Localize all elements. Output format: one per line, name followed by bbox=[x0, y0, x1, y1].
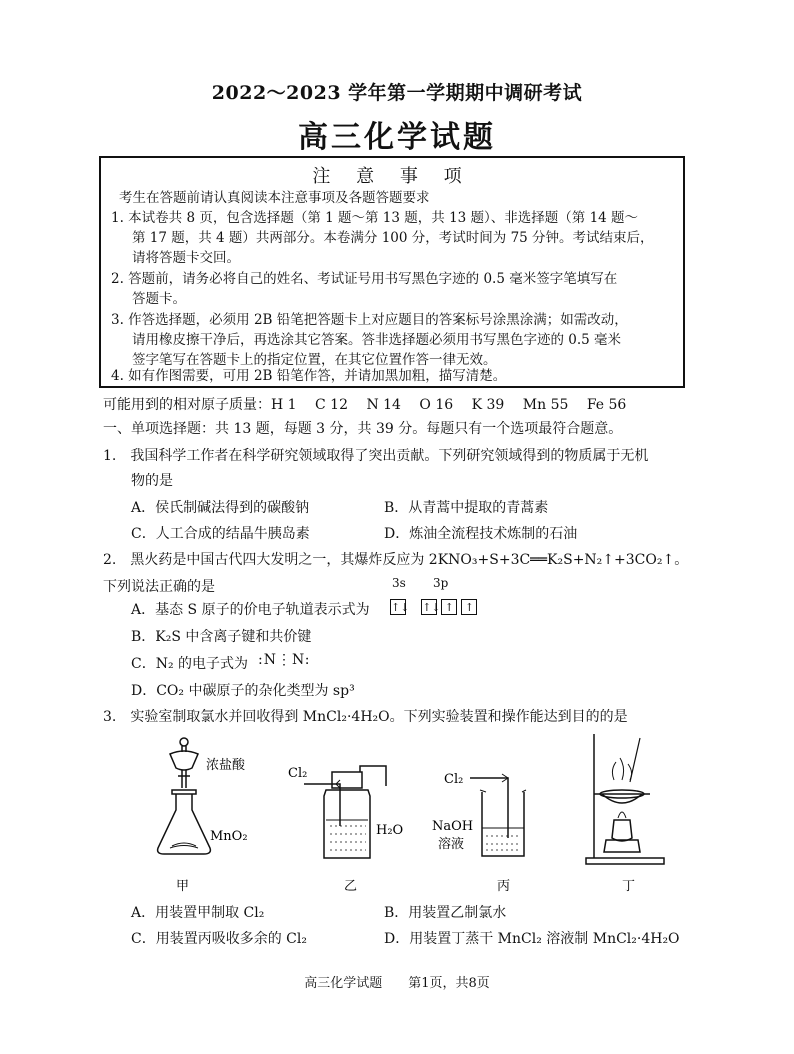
apparatus-yi bbox=[304, 766, 386, 858]
label-3p: 3p bbox=[433, 576, 449, 590]
q2-stem-line-2: 下列说法正确的是 bbox=[103, 579, 215, 595]
q1-stem-line-1: 1. 我国科学工作者在科学研究领域取得了突出贡献。下列研究领域得到的物质属于无机 bbox=[103, 448, 649, 464]
label-cl2-bing: Cl₂ bbox=[444, 772, 464, 787]
apparatus-jia bbox=[158, 738, 211, 854]
orbital-3p-box-3: ↑ bbox=[461, 599, 477, 615]
orbital-3p-box-1: ↑↓ bbox=[422, 600, 441, 614]
notice-item-2-line-1: 2. 答题前，请务必将自己的姓名、考试证号用书写黑色字迹的 0.5 毫米签字笔填写在 bbox=[111, 271, 618, 287]
apparatus-ding bbox=[586, 734, 664, 864]
q2-option-a: A．基态 S 原子的价电子轨道表示式为 bbox=[131, 602, 370, 618]
page-title: 高三化学试题 bbox=[298, 120, 496, 155]
notice-box bbox=[99, 156, 685, 388]
orbital-diagram bbox=[390, 596, 476, 615]
apparatus-bing bbox=[470, 774, 526, 856]
q2-option-c: C．N₂ 的电子式为 bbox=[131, 656, 249, 672]
label-cl2-yi: Cl₂ bbox=[288, 766, 308, 781]
label-mno2: MnO₂ bbox=[210, 829, 248, 844]
caption-ding: 丁 bbox=[622, 879, 636, 894]
label-conc-hcl: 浓盐酸 bbox=[206, 758, 246, 773]
notice-item-1-line-1: 1. 本试卷共 8 页，包含选择题（第 1 题～第 13 题，共 13 题）、非选择题（第 14 题～ bbox=[111, 210, 639, 226]
orbital-3p-box-2: ↑ bbox=[441, 599, 457, 615]
notice-title: 注 意 事 项 bbox=[312, 166, 472, 187]
q3-option-d: D．用装置丁蒸干 MnCl₂ 溶液制 MnCl₂·4H₂O bbox=[384, 931, 680, 947]
label-h2o: H₂O bbox=[376, 823, 404, 838]
notice-item-2-line-2: 答题卡。 bbox=[132, 291, 186, 307]
notice-item-1-line-2: 第 17 题，共 4 题）共两部分。本卷满分 100 分，考试时间为 75 分钟。考试结束后， bbox=[132, 230, 654, 246]
apparatus-figure bbox=[0, 730, 794, 900]
q2-option-b: B．K₂S 中含离子键和共价键 bbox=[131, 629, 312, 645]
q1-option-b: B．从青蒿中提取的青蒿素 bbox=[384, 500, 549, 516]
q3-option-c: C．用装置丙吸收多余的 Cl₂ bbox=[131, 931, 307, 947]
notice-item-3-line-1: 3. 作答选择题，必须用 2B 铅笔把答题卡上对应题目的答案标号涂黑涂满；如需改动， bbox=[111, 312, 628, 328]
label-solution: 溶液 bbox=[438, 837, 465, 852]
notice-intro: 考生在答题前请认真阅读本注意事项及各题答题要求 bbox=[119, 190, 430, 206]
caption-bing: 丙 bbox=[497, 879, 511, 894]
caption-yi: 乙 bbox=[344, 879, 358, 894]
exam-header: 2022～2023 学年第一学期期中调研考试 bbox=[211, 82, 583, 104]
notice-item-1-line-3: 请将答题卡交回。 bbox=[132, 250, 240, 266]
q3-option-a: A．用装置甲制取 Cl₂ bbox=[131, 905, 265, 921]
notice-item-4-line-1: 4. 如有作图需要，可用 2B 铅笔作答，并请加黑加粗，描写清楚。 bbox=[111, 368, 507, 384]
q3-stem: 3. 实验室制取氯水并回收得到 MnCl₂·4H₂O。下列实验装置和操作能达到目的的是 bbox=[103, 709, 628, 725]
page-footer: 高三化学试题 第1页，共8页 bbox=[304, 976, 490, 991]
q1-option-d: D．炼油全流程技术炼制的石油 bbox=[384, 526, 578, 542]
caption-jia: 甲 bbox=[176, 879, 190, 894]
section-heading: 一、单项选择题：共 13 题，每题 3 分，共 39 分。每题只有一个选项最符合题意。 bbox=[103, 421, 623, 437]
q2-option-d: D．CO₂ 中碳原子的杂化类型为 sp³ bbox=[131, 683, 355, 699]
q2-stem-line-1: 2. 黑火药是中国古代四大发明之一，其爆炸反应为 2KNO₃+S+3C══K₂S+N₂↑+3CO₂↑。 bbox=[103, 552, 689, 568]
q1-option-a: A．侯氏制碱法得到的碳酸钠 bbox=[131, 500, 310, 516]
notice-item-3-line-3: 签字笔写在答题卡上的指定位置，在其它位置作答一律无效。 bbox=[132, 352, 497, 368]
notice-item-3-line-2: 请用橡皮擦干净后，再选涂其它答案。答非选择题必须用书写黑色字迹的 0.5 毫米 bbox=[132, 332, 622, 348]
label-3s: 3s bbox=[392, 576, 406, 590]
n2-electron-formula: :N⋮N: bbox=[258, 652, 311, 668]
q3-option-b: B．用装置乙制氯水 bbox=[384, 905, 507, 921]
orbital-3s-box: ↑↓ bbox=[391, 600, 410, 614]
q1-option-c: C．人工合成的结晶牛胰岛素 bbox=[131, 526, 310, 542]
label-naoh: NaOH bbox=[432, 819, 474, 834]
atomic-masses: 可能用到的相对原子质量：H 1 C 12 N 14 O 16 K 39 Mn 55 Fe 56 bbox=[103, 397, 627, 413]
q1-stem-line-2: 物的是 bbox=[131, 473, 173, 489]
